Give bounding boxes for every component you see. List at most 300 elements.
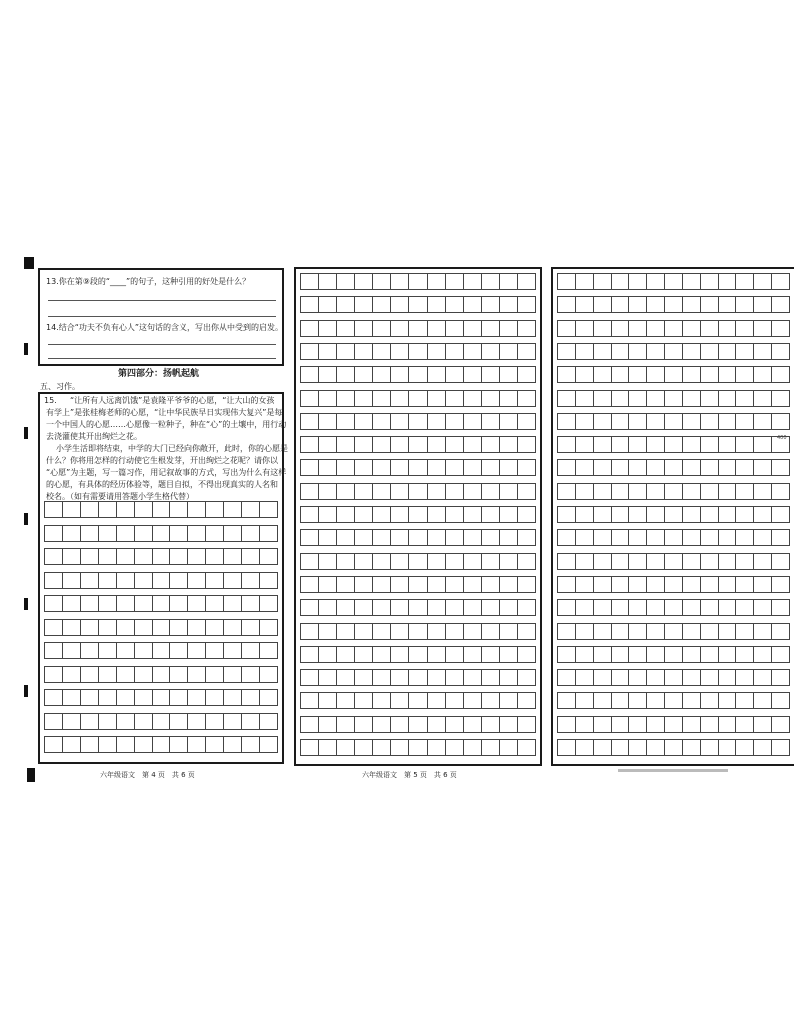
grid-cell[interactable] [612, 413, 630, 430]
grid-cell[interactable] [612, 366, 630, 383]
grid-cell[interactable] [665, 483, 683, 500]
grid-cell[interactable] [612, 320, 630, 337]
grid-cell[interactable] [500, 296, 518, 313]
grid-cell[interactable] [736, 296, 754, 313]
grid-cell[interactable] [772, 366, 790, 383]
grid-cell[interactable] [355, 343, 373, 360]
grid-cell[interactable] [754, 296, 772, 313]
grid-cell[interactable] [683, 669, 701, 686]
grid-cell[interactable] [242, 525, 260, 542]
grid-cell[interactable] [428, 529, 446, 546]
grid-cell[interactable] [665, 296, 683, 313]
grid-cell[interactable] [63, 736, 81, 753]
grid-cell[interactable] [446, 436, 464, 453]
grid-cell[interactable] [337, 506, 355, 523]
grid-cell[interactable] [446, 320, 464, 337]
grid-cell[interactable] [355, 296, 373, 313]
grid-cell[interactable] [99, 642, 117, 659]
grid-cell[interactable] [500, 320, 518, 337]
grid-cell[interactable] [518, 296, 536, 313]
grid-cell[interactable] [736, 436, 754, 453]
grid-cell[interactable] [170, 666, 188, 683]
grid-cell[interactable] [464, 343, 482, 360]
grid-cell[interactable] [576, 669, 594, 686]
grid-cell[interactable] [373, 529, 391, 546]
grid-cell[interactable] [683, 273, 701, 290]
grid-cell[interactable] [464, 366, 482, 383]
grid-cell[interactable] [319, 390, 337, 407]
grid-cell[interactable] [260, 642, 278, 659]
grid-cell[interactable] [170, 689, 188, 706]
grid-cell[interactable] [665, 599, 683, 616]
grid-cell[interactable] [464, 273, 482, 290]
grid-cell[interactable] [557, 436, 576, 453]
grid-cell[interactable] [373, 366, 391, 383]
grid-cell[interactable] [224, 572, 242, 589]
grid-cell[interactable] [518, 739, 536, 756]
answer-line[interactable] [48, 316, 276, 317]
grid-cell[interactable] [612, 739, 630, 756]
grid-cell[interactable] [44, 689, 63, 706]
grid-cell[interactable] [665, 739, 683, 756]
grid-cell[interactable] [188, 525, 206, 542]
grid-cell[interactable] [337, 553, 355, 570]
grid-cell[interactable] [373, 436, 391, 453]
grid-cell[interactable] [482, 366, 500, 383]
grid-cell[interactable] [612, 483, 630, 500]
grid-cell[interactable] [373, 739, 391, 756]
grid-cell[interactable] [391, 343, 409, 360]
grid-cell[interactable] [612, 506, 630, 523]
grid-cell[interactable] [576, 459, 594, 476]
grid-cell[interactable] [319, 739, 337, 756]
grid-cell[interactable] [337, 390, 355, 407]
grid-cell[interactable] [647, 436, 665, 453]
grid-cell[interactable] [153, 548, 171, 565]
grid-cell[interactable] [576, 576, 594, 593]
grid-cell[interactable] [647, 646, 665, 663]
grid-cell[interactable] [446, 459, 464, 476]
grid-cell[interactable] [224, 548, 242, 565]
grid-cell[interactable] [135, 689, 153, 706]
grid-cell[interactable] [719, 320, 737, 337]
grid-cell[interactable] [665, 413, 683, 430]
grid-cell[interactable] [701, 692, 719, 709]
grid-cell[interactable] [772, 273, 790, 290]
grid-cell[interactable] [500, 506, 518, 523]
grid-cell[interactable] [500, 576, 518, 593]
grid-cell[interactable] [409, 529, 427, 546]
grid-cell[interactable] [683, 390, 701, 407]
grid-cell[interactable] [170, 501, 188, 518]
grid-cell[interactable] [629, 273, 647, 290]
grid-cell[interactable] [117, 713, 135, 730]
grid-cell[interactable] [594, 506, 612, 523]
grid-cell[interactable] [754, 343, 772, 360]
grid-cell[interactable] [300, 273, 319, 290]
grid-cell[interactable] [612, 459, 630, 476]
grid-cell[interactable] [665, 436, 683, 453]
grid-cell[interactable] [373, 413, 391, 430]
grid-cell[interactable] [300, 576, 319, 593]
grid-cell[interactable] [81, 642, 99, 659]
grid-cell[interactable] [373, 599, 391, 616]
grid-cell[interactable] [355, 366, 373, 383]
grid-cell[interactable] [391, 692, 409, 709]
grid-cell[interactable] [373, 459, 391, 476]
grid-cell[interactable] [464, 599, 482, 616]
grid-cell[interactable] [242, 548, 260, 565]
grid-cell[interactable] [736, 459, 754, 476]
grid-cell[interactable] [117, 595, 135, 612]
grid-cell[interactable] [736, 623, 754, 640]
grid-cell[interactable] [355, 623, 373, 640]
grid-cell[interactable] [612, 296, 630, 313]
grid-cell[interactable] [373, 296, 391, 313]
grid-cell[interactable] [629, 646, 647, 663]
grid-cell[interactable] [594, 716, 612, 733]
grid-cell[interactable] [754, 599, 772, 616]
grid-cell[interactable] [629, 692, 647, 709]
grid-cell[interactable] [736, 576, 754, 593]
grid-cell[interactable] [409, 739, 427, 756]
grid-cell[interactable] [482, 553, 500, 570]
grid-cell[interactable] [518, 553, 536, 570]
grid-cell[interactable] [719, 296, 737, 313]
grid-cell[interactable] [300, 692, 319, 709]
grid-cell[interactable] [319, 529, 337, 546]
grid-cell[interactable] [701, 506, 719, 523]
grid-cell[interactable] [300, 529, 319, 546]
grid-cell[interactable] [300, 623, 319, 640]
grid-cell[interactable] [242, 736, 260, 753]
grid-cell[interactable] [482, 390, 500, 407]
grid-cell[interactable] [391, 646, 409, 663]
writing-grid[interactable] [553, 269, 794, 764]
grid-cell[interactable] [355, 716, 373, 733]
grid-cell[interactable] [557, 366, 576, 383]
grid-cell[interactable] [665, 506, 683, 523]
grid-cell[interactable] [206, 736, 224, 753]
grid-cell[interactable] [337, 623, 355, 640]
grid-cell[interactable] [135, 595, 153, 612]
grid-cell[interactable] [736, 529, 754, 546]
grid-cell[interactable] [373, 553, 391, 570]
grid-cell[interactable] [135, 501, 153, 518]
grid-cell[interactable] [612, 716, 630, 733]
grid-cell[interactable] [701, 320, 719, 337]
grid-cell[interactable] [337, 296, 355, 313]
grid-cell[interactable] [612, 646, 630, 663]
grid-cell[interactable] [629, 296, 647, 313]
grid-cell[interactable] [683, 599, 701, 616]
grid-cell[interactable] [206, 525, 224, 542]
grid-cell[interactable] [482, 529, 500, 546]
grid-cell[interactable] [719, 646, 737, 663]
grid-cell[interactable] [319, 343, 337, 360]
grid-cell[interactable] [373, 320, 391, 337]
grid-cell[interactable] [99, 736, 117, 753]
grid-cell[interactable] [576, 436, 594, 453]
grid-cell[interactable] [701, 576, 719, 593]
grid-cell[interactable] [319, 692, 337, 709]
grid-cell[interactable] [576, 716, 594, 733]
grid-cell[interactable] [719, 390, 737, 407]
grid-cell[interactable] [44, 525, 63, 542]
grid-cell[interactable] [482, 436, 500, 453]
grid-cell[interactable] [719, 436, 737, 453]
grid-cell[interactable] [500, 692, 518, 709]
grid-cell[interactable] [409, 553, 427, 570]
grid-cell[interactable] [63, 666, 81, 683]
grid-cell[interactable] [337, 366, 355, 383]
grid-cell[interactable] [446, 553, 464, 570]
grid-cell[interactable] [464, 413, 482, 430]
grid-cell[interactable] [647, 483, 665, 500]
grid-cell[interactable] [629, 506, 647, 523]
grid-cell[interactable] [464, 459, 482, 476]
grid-cell[interactable] [557, 646, 576, 663]
grid-cell[interactable] [391, 623, 409, 640]
grid-cell[interactable] [500, 623, 518, 640]
grid-cell[interactable] [482, 506, 500, 523]
grid-cell[interactable] [594, 739, 612, 756]
grid-cell[interactable] [99, 619, 117, 636]
grid-cell[interactable] [428, 553, 446, 570]
grid-cell[interactable] [754, 716, 772, 733]
grid-cell[interactable] [391, 483, 409, 500]
grid-cell[interactable] [373, 646, 391, 663]
grid-cell[interactable] [464, 623, 482, 640]
grid-cell[interactable] [665, 692, 683, 709]
grid-cell[interactable] [754, 623, 772, 640]
grid-cell[interactable] [683, 739, 701, 756]
grid-cell[interactable] [319, 669, 337, 686]
grid-cell[interactable] [99, 666, 117, 683]
grid-cell[interactable] [63, 642, 81, 659]
grid-cell[interactable] [736, 692, 754, 709]
grid-cell[interactable] [557, 692, 576, 709]
grid-cell[interactable] [319, 413, 337, 430]
grid-cell[interactable] [754, 483, 772, 500]
grid-cell[interactable] [99, 713, 117, 730]
grid-cell[interactable] [355, 669, 373, 686]
grid-cell[interactable] [99, 501, 117, 518]
grid-cell[interactable] [428, 483, 446, 500]
grid-cell[interactable] [772, 529, 790, 546]
grid-cell[interactable] [319, 716, 337, 733]
grid-cell[interactable] [391, 553, 409, 570]
grid-cell[interactable] [99, 572, 117, 589]
grid-cell[interactable] [206, 689, 224, 706]
grid-cell[interactable] [594, 669, 612, 686]
grid-cell[interactable] [629, 623, 647, 640]
grid-cell[interactable] [772, 459, 790, 476]
grid-cell[interactable] [594, 646, 612, 663]
grid-cell[interactable] [242, 595, 260, 612]
grid-cell[interactable] [482, 692, 500, 709]
grid-cell[interactable] [594, 576, 612, 593]
grid-cell[interactable] [594, 413, 612, 430]
grid-cell[interactable] [612, 692, 630, 709]
grid-cell[interactable] [300, 553, 319, 570]
grid-cell[interactable] [409, 273, 427, 290]
grid-cell[interactable] [446, 739, 464, 756]
grid-cell[interactable] [355, 692, 373, 709]
grid-cell[interactable] [719, 739, 737, 756]
grid-cell[interactable] [446, 413, 464, 430]
grid-cell[interactable] [117, 525, 135, 542]
grid-cell[interactable] [518, 669, 536, 686]
grid-cell[interactable] [319, 553, 337, 570]
grid-cell[interactable] [701, 390, 719, 407]
grid-cell[interactable] [612, 599, 630, 616]
grid-cell[interactable] [576, 692, 594, 709]
grid-cell[interactable] [428, 320, 446, 337]
grid-cell[interactable] [754, 506, 772, 523]
grid-cell[interactable] [242, 619, 260, 636]
grid-cell[interactable] [391, 413, 409, 430]
grid-cell[interactable] [647, 692, 665, 709]
grid-cell[interactable] [260, 595, 278, 612]
grid-cell[interactable] [81, 689, 99, 706]
grid-cell[interactable] [260, 572, 278, 589]
grid-cell[interactable] [576, 506, 594, 523]
grid-cell[interactable] [518, 716, 536, 733]
grid-cell[interactable] [117, 736, 135, 753]
grid-cell[interactable] [464, 692, 482, 709]
grid-cell[interactable] [557, 413, 576, 430]
grid-cell[interactable] [44, 666, 63, 683]
grid-cell[interactable] [683, 483, 701, 500]
grid-cell[interactable] [135, 736, 153, 753]
grid-cell[interactable] [594, 366, 612, 383]
grid-cell[interactable] [701, 296, 719, 313]
grid-cell[interactable] [337, 716, 355, 733]
grid-cell[interactable] [683, 576, 701, 593]
grid-cell[interactable] [576, 343, 594, 360]
grid-cell[interactable] [464, 436, 482, 453]
grid-cell[interactable] [188, 595, 206, 612]
grid-cell[interactable] [683, 529, 701, 546]
grid-cell[interactable] [337, 669, 355, 686]
grid-cell[interactable] [300, 506, 319, 523]
grid-cell[interactable] [206, 666, 224, 683]
grid-cell[interactable] [629, 716, 647, 733]
grid-cell[interactable] [500, 390, 518, 407]
grid-cell[interactable] [665, 716, 683, 733]
grid-cell[interactable] [647, 553, 665, 570]
grid-cell[interactable] [391, 459, 409, 476]
grid-cell[interactable] [557, 483, 576, 500]
grid-cell[interactable] [482, 669, 500, 686]
grid-cell[interactable] [736, 390, 754, 407]
grid-cell[interactable] [300, 739, 319, 756]
grid-cell[interactable] [319, 320, 337, 337]
grid-cell[interactable] [482, 576, 500, 593]
grid-cell[interactable] [409, 599, 427, 616]
grid-cell[interactable] [373, 576, 391, 593]
grid-cell[interactable] [81, 736, 99, 753]
grid-cell[interactable] [428, 576, 446, 593]
grid-cell[interactable] [63, 525, 81, 542]
grid-cell[interactable] [772, 296, 790, 313]
grid-cell[interactable] [719, 343, 737, 360]
grid-cell[interactable] [576, 296, 594, 313]
grid-cell[interactable] [736, 273, 754, 290]
grid-cell[interactable] [319, 459, 337, 476]
grid-cell[interactable] [464, 506, 482, 523]
grid-cell[interactable] [99, 595, 117, 612]
grid-cell[interactable] [224, 666, 242, 683]
grid-cell[interactable] [665, 669, 683, 686]
grid-cell[interactable] [135, 525, 153, 542]
grid-cell[interactable] [772, 343, 790, 360]
grid-cell[interactable] [665, 459, 683, 476]
grid-cell[interactable] [428, 716, 446, 733]
grid-cell[interactable] [300, 436, 319, 453]
grid-cell[interactable] [355, 553, 373, 570]
grid-cell[interactable] [576, 646, 594, 663]
grid-cell[interactable] [665, 366, 683, 383]
grid-cell[interactable] [754, 739, 772, 756]
grid-cell[interactable] [482, 296, 500, 313]
grid-cell[interactable] [300, 716, 319, 733]
grid-cell[interactable] [428, 692, 446, 709]
grid-cell[interactable] [300, 343, 319, 360]
grid-cell[interactable] [391, 529, 409, 546]
grid-cell[interactable] [772, 553, 790, 570]
grid-cell[interactable] [446, 529, 464, 546]
grid-cell[interactable] [629, 413, 647, 430]
grid-cell[interactable] [337, 529, 355, 546]
grid-cell[interactable] [428, 599, 446, 616]
grid-cell[interactable] [500, 669, 518, 686]
grid-cell[interactable] [701, 553, 719, 570]
grid-cell[interactable] [518, 366, 536, 383]
grid-cell[interactable] [736, 320, 754, 337]
grid-cell[interactable] [319, 646, 337, 663]
grid-cell[interactable] [701, 529, 719, 546]
grid-cell[interactable] [300, 296, 319, 313]
grid-cell[interactable] [446, 296, 464, 313]
grid-cell[interactable] [719, 599, 737, 616]
grid-cell[interactable] [754, 646, 772, 663]
grid-cell[interactable] [300, 366, 319, 383]
grid-cell[interactable] [464, 716, 482, 733]
grid-cell[interactable] [224, 619, 242, 636]
grid-cell[interactable] [518, 273, 536, 290]
grid-cell[interactable] [188, 666, 206, 683]
grid-cell[interactable] [206, 595, 224, 612]
grid-cell[interactable] [446, 390, 464, 407]
grid-cell[interactable] [500, 739, 518, 756]
grid-cell[interactable] [373, 343, 391, 360]
grid-cell[interactable] [772, 320, 790, 337]
grid-cell[interactable] [224, 736, 242, 753]
grid-cell[interactable] [683, 646, 701, 663]
grid-cell[interactable] [500, 599, 518, 616]
grid-cell[interactable] [482, 739, 500, 756]
grid-cell[interactable] [557, 599, 576, 616]
grid-cell[interactable] [206, 619, 224, 636]
grid-cell[interactable] [647, 599, 665, 616]
grid-cell[interactable] [391, 436, 409, 453]
grid-cell[interactable] [754, 576, 772, 593]
grid-cell[interactable] [576, 366, 594, 383]
grid-cell[interactable] [135, 713, 153, 730]
grid-cell[interactable] [612, 669, 630, 686]
